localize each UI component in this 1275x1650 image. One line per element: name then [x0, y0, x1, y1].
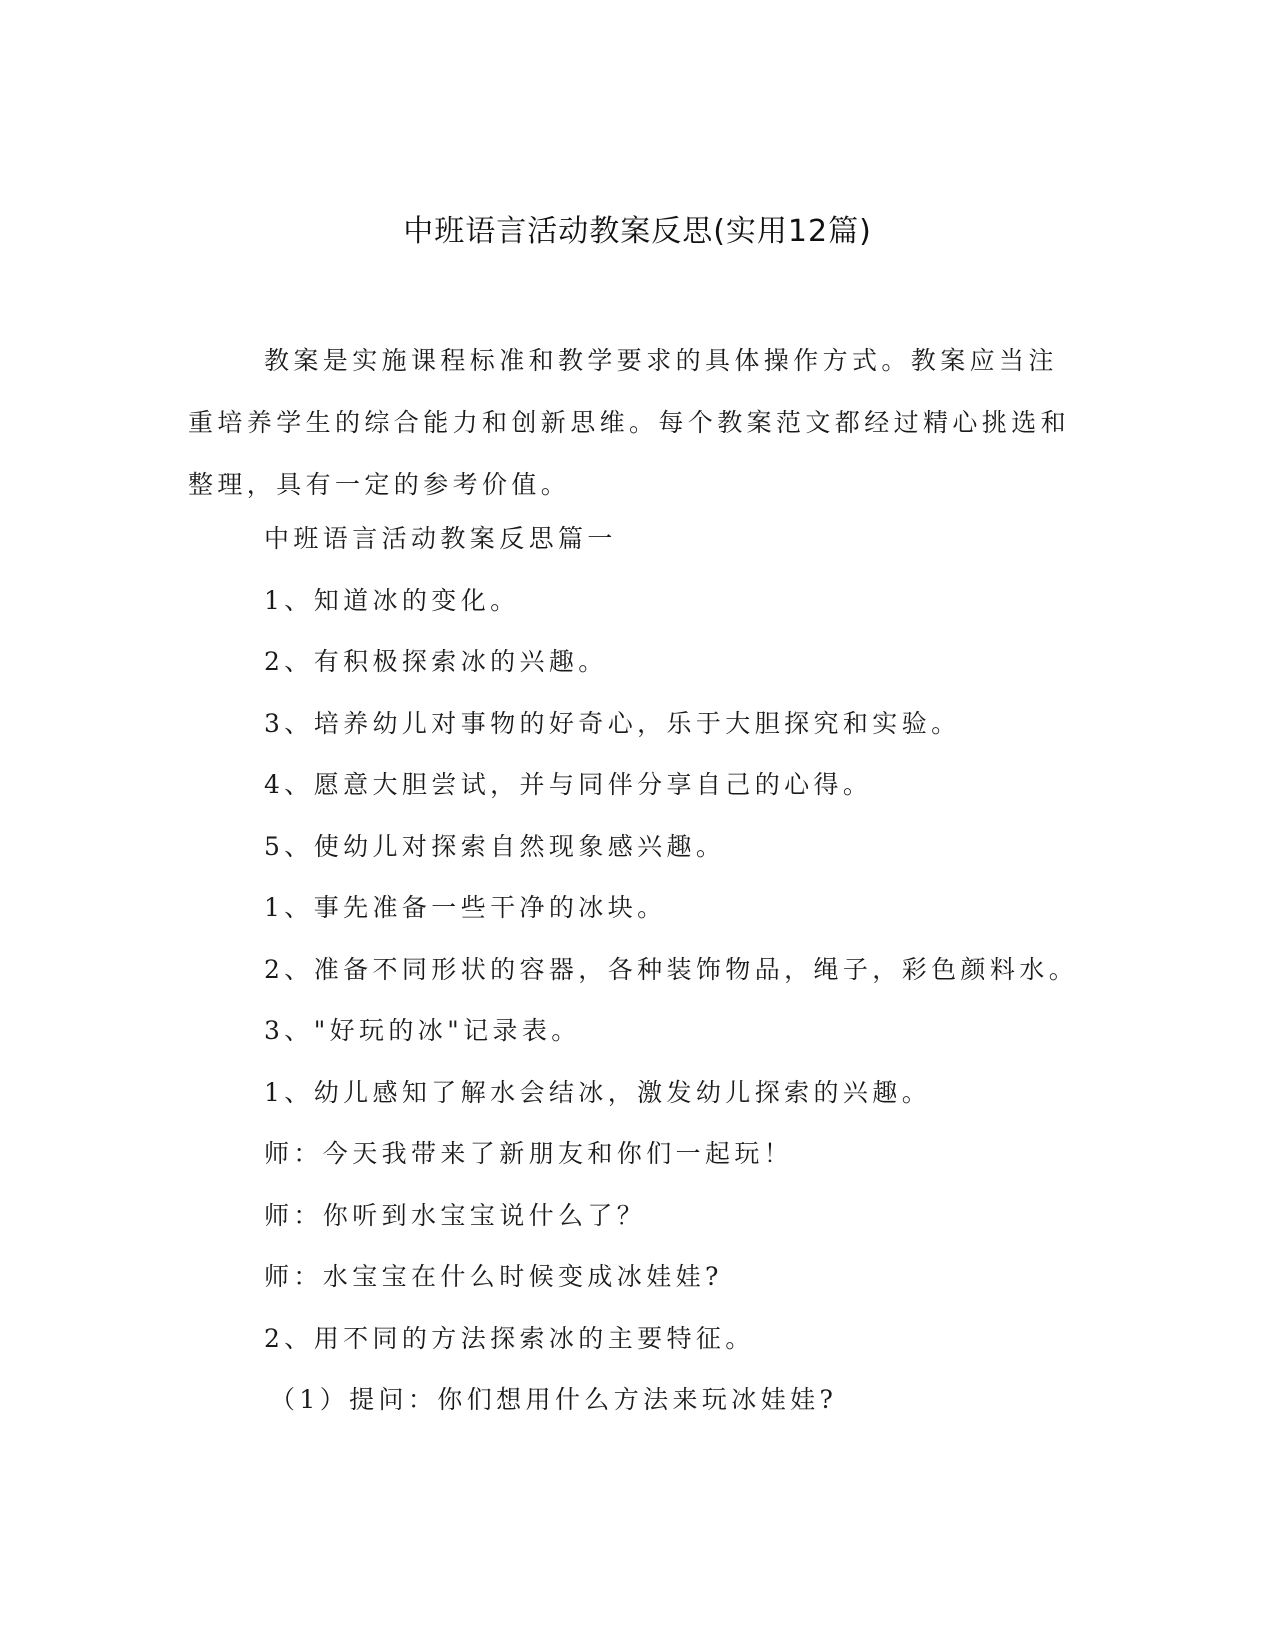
- document-title: 中班语言活动教案反思(实用12篇): [403, 214, 872, 249]
- preparation-line: 1、事先准备一些干净的冰块。: [264, 893, 667, 922]
- goal-line: 3、培养幼儿对事物的好奇心，乐于大胆探究和实验。: [264, 708, 961, 738]
- preparation-line: 2、准备不同形状的容器，各种装饰物品，绳子，彩色颜料水。: [264, 954, 1079, 984]
- intro-paragraph: 教案是实施课程标准和教学要求的具体操作方式。教案应当注重培养学生的综合能力和创新思维。每个教案范文都经过精心挑选和整理，具有一定的参考价值。: [188, 346, 1071, 499]
- goal-line: 5、使幼儿对探索自然现象感兴趣。: [264, 831, 726, 861]
- teacher-line: 师：你听到水宝宝说什么了？: [264, 1200, 647, 1230]
- process-line: 1、幼儿感知了解水会结冰，激发幼儿探索的兴趣。: [264, 1077, 932, 1107]
- question-line: （1）提问：你们想用什么方法来玩冰娃娃?: [270, 1385, 838, 1414]
- teacher-line: 师：水宝宝在什么时候变成冰娃娃?: [264, 1262, 723, 1291]
- body-lines: [264, 508, 1078, 1431]
- goal-line: 1、知道冰的变化。: [264, 585, 520, 615]
- preparation-line: 3、"好玩的冰"记录表。: [264, 1016, 581, 1045]
- goal-line: 4、愿意大胆尝试，并与同伴分享自己的心得。: [264, 770, 873, 799]
- goal-line: 2、有积极探索冰的兴趣。: [264, 647, 608, 676]
- teacher-line: 师：今天我带来了新朋友和你们一起玩！: [264, 1139, 794, 1168]
- process-line: 2、用不同的方法探索冰的主要特征。: [264, 1323, 755, 1353]
- section-heading: 中班语言活动教案反思篇一: [264, 524, 617, 553]
